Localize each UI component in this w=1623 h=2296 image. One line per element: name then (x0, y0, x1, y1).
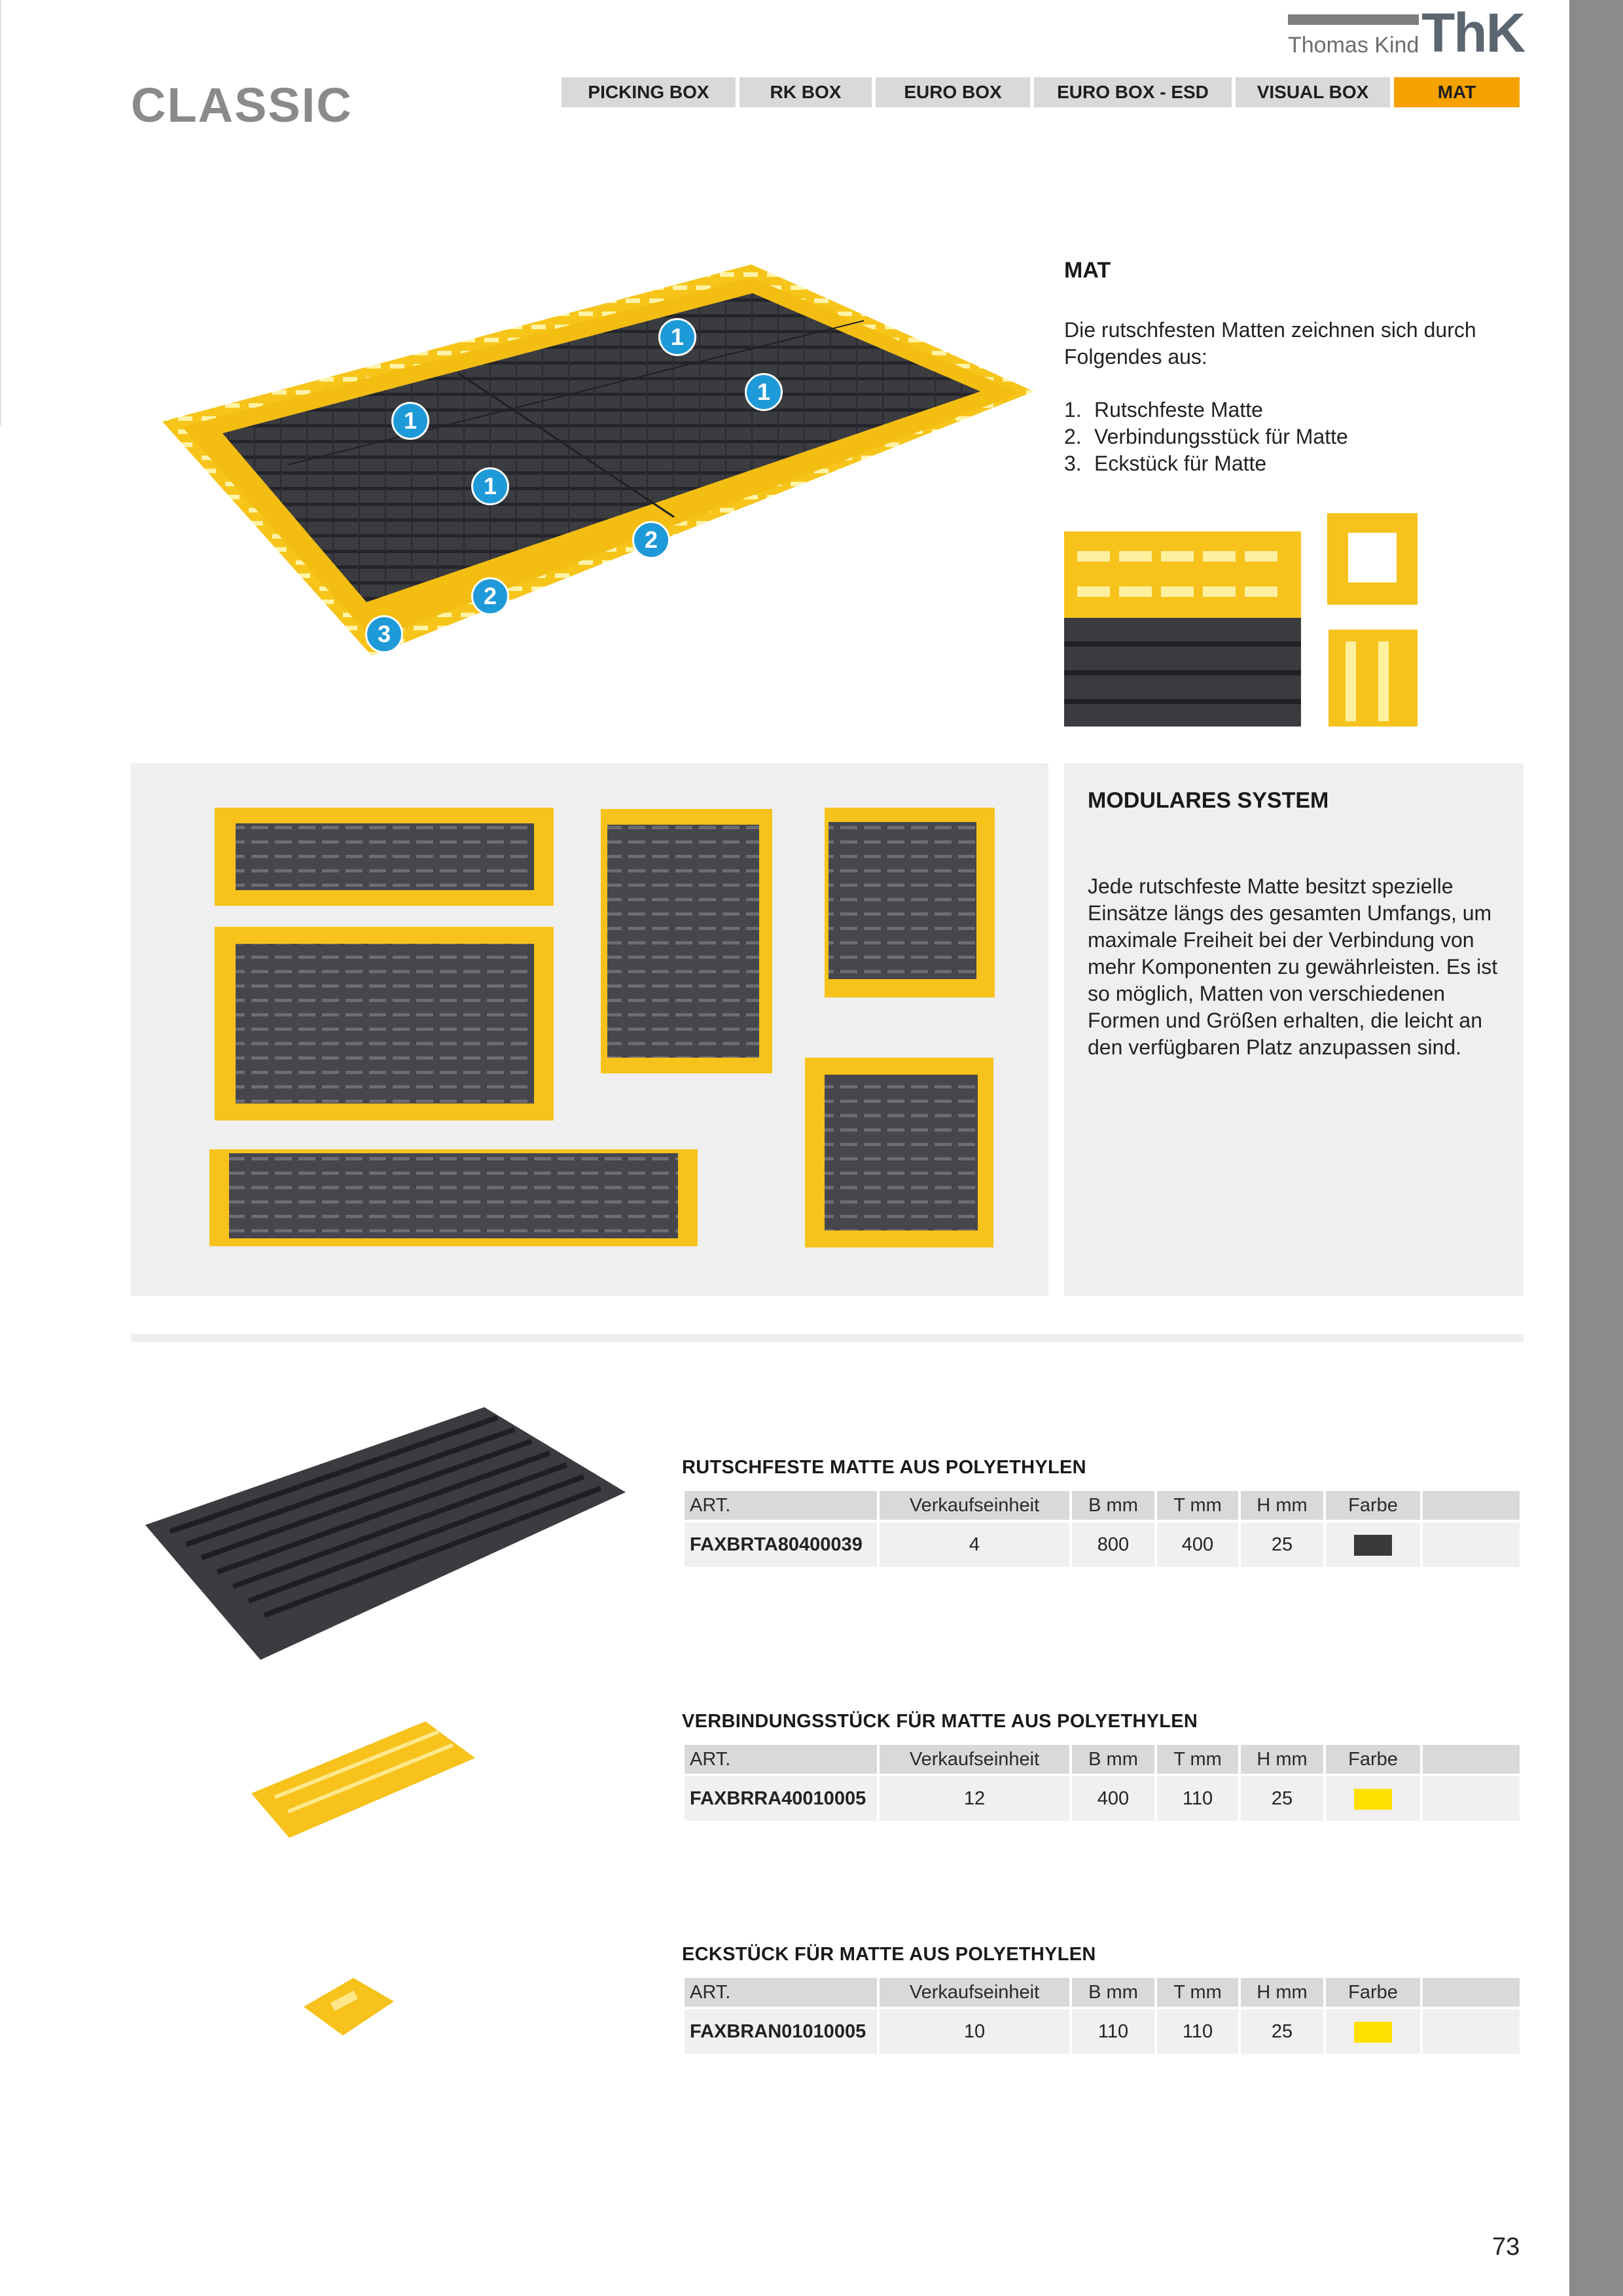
mat-assembly-image (151, 255, 1041, 674)
article-number: FAXBRTA80400039 (685, 1520, 877, 1567)
sales-unit: 12 (880, 1774, 1069, 1821)
column-header: Farbe (1326, 1978, 1420, 2007)
product-title: VERBINDUNGSSTÜCK FÜR MATTE AUS POLYETHYLEN (682, 1711, 1198, 1732)
callout-badge: 1 (471, 467, 509, 505)
color-cell (1326, 1520, 1420, 1567)
column-header: ART. (685, 1745, 877, 1774)
column-header: T mm (1157, 1491, 1238, 1520)
column-header: B mm (1072, 1978, 1154, 2007)
tab-rk-box[interactable]: RK BOX (740, 77, 872, 107)
callout-badge: 1 (391, 402, 429, 440)
width-mm: 400 (1072, 1774, 1154, 1821)
tab-visual-box[interactable]: VISUAL BOX (1236, 77, 1390, 107)
column-header-empty (1423, 1978, 1520, 2007)
column-header: B mm (1072, 1745, 1154, 1774)
table-row (685, 1520, 1520, 1567)
table-row (685, 2007, 1520, 2054)
mat-intro: Die rutschfesten Matten zeichnen sich durch Folgendes aus: (1064, 318, 1476, 368)
color-swatch (1354, 1789, 1392, 1810)
depth-mm: 400 (1157, 1520, 1238, 1567)
sales-unit: 4 (880, 1520, 1069, 1567)
column-header: H mm (1241, 1978, 1323, 2007)
column-header: Verkaufseinheit (880, 1491, 1069, 1520)
product-spec-table (682, 1745, 1522, 1821)
brand-name: Thomas Kind (1288, 33, 1419, 58)
mat-heading: MAT (1064, 258, 1111, 283)
column-header: H mm (1241, 1745, 1323, 1774)
column-header-empty (1423, 1745, 1520, 1774)
empty-cell (1423, 1520, 1520, 1567)
color-swatch (1354, 2022, 1392, 2043)
brand-logo: ThK (1421, 2, 1525, 63)
modular-configurations-image (131, 763, 1048, 1296)
height-mm: 25 (1241, 1774, 1323, 1821)
section-title: CLASSIC (131, 78, 353, 132)
page-edge-bar (1569, 0, 1623, 2296)
color-cell (1326, 2007, 1420, 2054)
tab-mat[interactable]: MAT (1394, 77, 1520, 107)
mat-detail-photo (1064, 513, 1418, 726)
width-mm: 110 (1072, 2007, 1154, 2054)
list-item: 2. Verbindungsstück für Matte (1064, 425, 1348, 448)
width-mm: 800 (1072, 1520, 1154, 1567)
product-spec-table (682, 1978, 1522, 2054)
column-header: ART. (685, 1978, 877, 2007)
height-mm: 25 (1241, 1520, 1323, 1567)
column-header: H mm (1241, 1491, 1323, 1520)
list-item: 1. Rutschfeste Matte (1064, 398, 1263, 422)
list-item: 3. Eckstück für Matte (1064, 452, 1267, 475)
color-swatch (1354, 1535, 1392, 1556)
column-header: B mm (1072, 1491, 1154, 1520)
callout-badge: 1 (745, 373, 783, 411)
empty-cell (1423, 1774, 1520, 1821)
sales-unit: 10 (880, 2007, 1069, 2054)
tab-euro-box-esd[interactable]: EURO BOX - ESD (1034, 77, 1232, 107)
column-header: ART. (685, 1491, 877, 1520)
modular-heading: MODULARES SYSTEM (1088, 788, 1329, 813)
product-title: RUTSCHFESTE MATTE AUS POLYETHYLEN (682, 1457, 1086, 1478)
height-mm: 25 (1241, 2007, 1323, 2054)
depth-mm: 110 (1157, 1774, 1238, 1821)
column-header: Verkaufseinheit (880, 1978, 1069, 2007)
product-title: ECKSTÜCK FÜR MATTE AUS POLYETHYLEN (682, 1944, 1096, 1965)
product-connector-image (249, 1702, 478, 1842)
column-header-empty (1423, 1491, 1520, 1520)
column-header: T mm (1157, 1745, 1238, 1774)
article-number: FAXBRRA40010005 (685, 1774, 877, 1821)
table-row (685, 1774, 1520, 1821)
tab-picking-box[interactable]: PICKING BOX (562, 77, 736, 107)
modular-photo-panel (131, 763, 1048, 1296)
column-header: T mm (1157, 1978, 1238, 2007)
table-header-row (685, 1978, 1520, 2007)
article-number: FAXBRAN01010005 (685, 2007, 877, 2054)
callout-badge: 2 (471, 577, 509, 615)
color-cell (1326, 1774, 1420, 1821)
page-number: 73 (1492, 2233, 1520, 2261)
margin-line (0, 0, 1, 425)
tab-euro-box[interactable]: EURO BOX (876, 77, 1030, 107)
column-header: Farbe (1326, 1491, 1420, 1520)
callout-badge: 1 (658, 318, 696, 356)
callout-badge: 2 (632, 521, 670, 559)
depth-mm: 110 (1157, 2007, 1238, 2054)
column-header: Farbe (1326, 1745, 1420, 1774)
mat-feature-list (1064, 397, 1348, 477)
table-header-row (685, 1491, 1520, 1520)
logo-bar (1288, 14, 1419, 25)
modular-description: Jede rutschfeste Matte besitzt spezielle Einsätze längs des gesamten Umfangs, um maximale Freiheit bei der Verbindung von mehr Komponenten zu gewährleisten. Es ist so möglich, Matten von verschiedenen Formen und Größen erhalten, die leicht an den verfügbaren Platz anzupassen sind. (1088, 874, 1498, 1059)
product-corner-image (301, 1974, 397, 2037)
table-header-row (685, 1745, 1520, 1774)
product-spec-table (682, 1491, 1522, 1567)
callout-badge: 3 (365, 615, 403, 653)
section-divider (131, 1334, 1524, 1342)
empty-cell (1423, 2007, 1520, 2054)
product-mat-image (144, 1401, 628, 1662)
category-tabs (562, 77, 1520, 107)
column-header: Verkaufseinheit (880, 1745, 1069, 1774)
